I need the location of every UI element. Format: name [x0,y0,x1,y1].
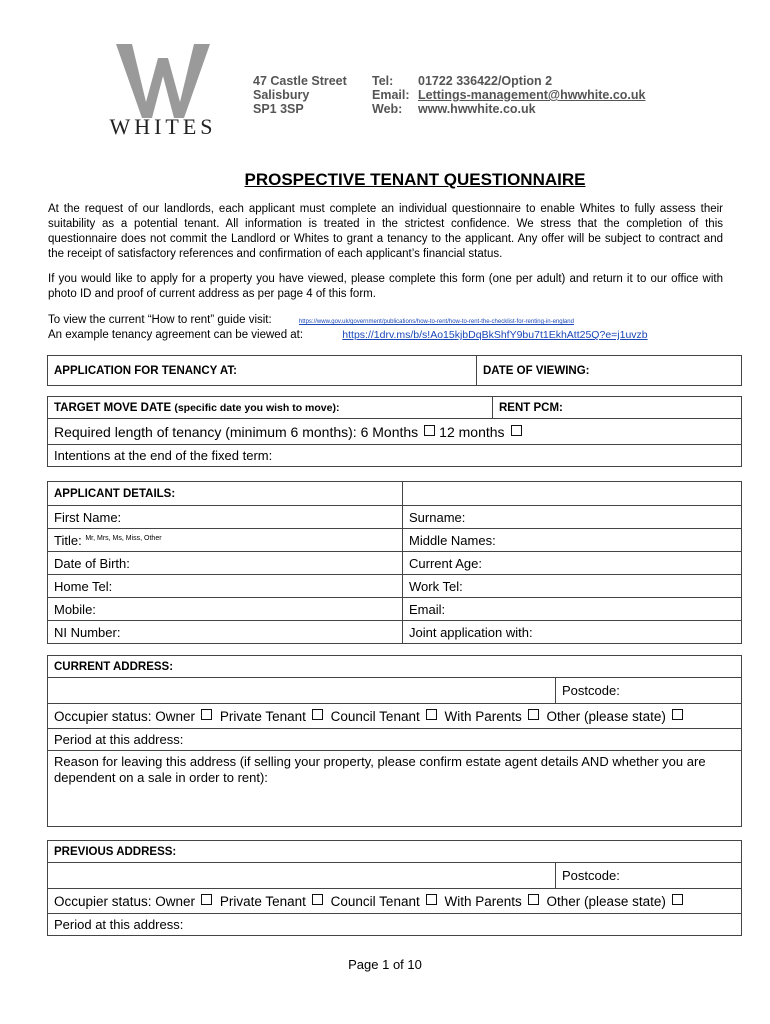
agreement-link[interactable]: https://1drv.ms/b/s!Ao15kjbDqBkShfY9bu7t1EkhAtt25Q?e=j1uvzb [342,329,648,341]
target-move-date-field[interactable] [48,397,493,419]
twelve-months-checkbox[interactable] [511,425,522,436]
council-tenant-label: Council Tenant [330,708,420,724]
agreement-text: An example tenancy agreement can be viewed at: [48,329,304,341]
previous-address-field[interactable] [48,863,556,889]
applicant-details-blank [403,482,742,506]
current-postcode-field[interactable]: Postcode: [556,678,742,704]
owner-checkbox[interactable] [201,709,212,720]
office-contact [372,74,646,116]
current-address-heading: CURRENT ADDRESS: [48,656,742,678]
applicant-details-heading: APPLICANT DETAILS: [48,482,403,506]
current-period-field[interactable]: Period at this address: [48,729,742,751]
other-label: Other (please state) [546,893,666,909]
web-label: Web: [372,102,403,116]
other-label: Other (please state) [546,708,666,724]
private-tenant-checkbox[interactable] [312,894,323,905]
current-occupier-status-row [48,704,742,729]
guide-text: To view the current “How to rent” guide visit: [48,314,272,326]
previous-period-field[interactable]: Period at this address: [48,914,742,936]
title-field[interactable] [48,529,403,552]
first-name-field[interactable]: First Name: [48,506,403,529]
application-table [47,355,742,386]
page-number: Page 1 of 10 [348,957,422,972]
rent-pcm-field[interactable]: RENT PCM: [493,397,742,419]
how-to-rent-guide [48,314,574,326]
ni-number-field[interactable]: NI Number: [48,621,403,644]
with-parents-label: With Parents [444,893,522,909]
page-title: PROSPECTIVE TENANT QUESTIONNAIRE [244,170,586,189]
council-tenant-checkbox[interactable] [426,894,437,905]
private-tenant-checkbox[interactable] [312,709,323,720]
address-line: Salisbury [253,88,310,102]
current-address-table [47,655,742,827]
date-of-viewing-field[interactable]: DATE OF VIEWING: [477,356,742,386]
address-line: SP1 3SP [253,102,304,116]
title-label: Title: [54,532,82,548]
with-parents-label: With Parents [444,708,522,724]
council-tenant-checkbox[interactable] [426,709,437,720]
twelve-months-label: 12 months [439,423,505,440]
mobile-field[interactable]: Mobile: [48,598,403,621]
private-tenant-label: Private Tenant [219,708,306,724]
six-months-checkbox[interactable] [424,425,435,436]
work-tel-field[interactable]: Work Tel: [403,575,742,598]
other-checkbox[interactable] [672,894,683,905]
email-field[interactable]: Email: [403,598,742,621]
surname-field[interactable]: Surname: [403,506,742,529]
previous-occupier-status-row [48,889,742,914]
tenancy-terms-table [47,396,742,467]
current-address-field[interactable] [48,678,556,704]
whites-wordmark: WHITES [109,114,217,139]
application-for-field[interactable]: APPLICATION FOR TENANCY AT: [48,356,477,386]
previous-address-heading: PREVIOUS ADDRESS: [48,841,742,863]
current-age-field[interactable]: Current Age: [403,552,742,575]
middle-names-field[interactable]: Middle Names: [403,529,742,552]
office-address [253,74,347,116]
dob-field[interactable]: Date of Birth: [48,552,403,575]
occupier-owner-label: Occupier status: Owner [54,708,196,724]
reason-for-leaving-field[interactable]: Reason for leaving this address (if selling your property, please confirm estate agent details AND whether you are dependent on a sale in order to rent): [48,751,742,827]
instructions-paragraph: If you would like to apply for a property you have viewed, please complete this form (one per adult) and return it to our office with photo ID and proof of current address as per page 4 of this form. [48,273,723,300]
occupier-owner-label: Occupier status: Owner [54,893,196,909]
title-options: Mr, Mrs, Ms, Miss, Other [85,534,162,542]
applicant-details-table [47,481,742,644]
target-move-date-note: (specific date you wish to move): [174,401,340,414]
other-checkbox[interactable] [672,709,683,720]
tenancy-length-label: Required length of tenancy (minimum 6 months): 6 Months [54,423,419,440]
with-parents-checkbox[interactable] [528,709,539,720]
tel-value: 01722 336422/Option 2 [418,74,553,88]
web-value: www.hwwhite.co.uk [418,102,536,116]
target-move-date-label: TARGET MOVE DATE [54,401,172,414]
example-agreement [48,329,648,341]
council-tenant-label: Council Tenant [330,893,420,909]
owner-checkbox[interactable] [201,894,212,905]
address-line: 47 Castle Street [253,74,347,88]
tenancy-length-row [48,419,742,445]
guide-link[interactable]: https://www.gov.uk/government/publications/how-to-rent/how-to-rent-the-checklist-for-renting-in-england [298,319,574,325]
previous-address-table [47,840,742,936]
with-parents-checkbox[interactable] [528,894,539,905]
email-label: Email: [372,88,410,102]
previous-postcode-field[interactable]: Postcode: [556,863,742,889]
tel-label: Tel: [372,74,394,88]
private-tenant-label: Private Tenant [219,893,306,909]
intro-paragraph: At the request of our landlords, each applicant must complete an individual questionnaire to enable Whites to fully assess their suitability as a potential tenant. All information is treated in the strictest confidence. We stress that the completion of this questionnaire does not commit the Landlord or Whites to grant a tenancy to the applicant. Any offer will be subject to contract and the receipt of satisfactory references and confirmation of each applicant’s financial status. [48,203,723,260]
intentions-field[interactable]: Intentions at the end of the fixed term: [48,445,742,467]
joint-application-field[interactable]: Joint application with: [403,621,742,644]
home-tel-field[interactable]: Home Tel: [48,575,403,598]
email-link[interactable]: Lettings-management@hwwhite.co.uk [418,88,646,102]
